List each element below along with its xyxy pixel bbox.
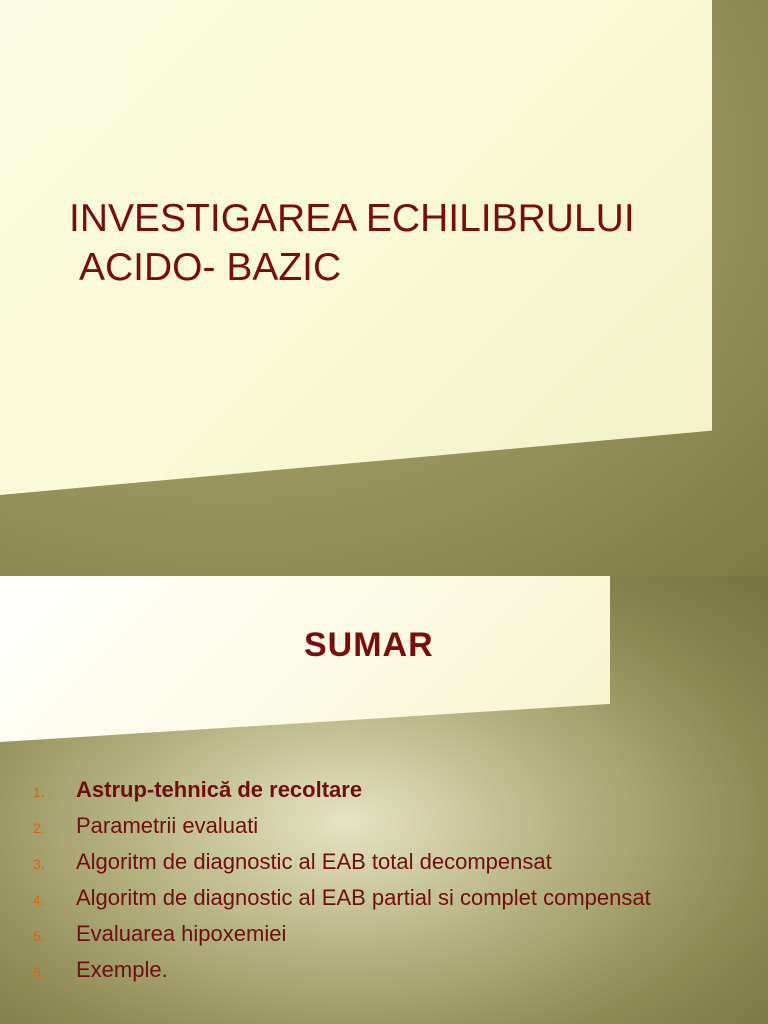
list-number: 3. bbox=[33, 856, 45, 872]
list-item bbox=[33, 808, 651, 844]
list-item bbox=[33, 844, 651, 880]
list-text: Algoritm de diagnostic al EAB partial si complet compensat bbox=[76, 885, 651, 910]
list-item bbox=[33, 772, 651, 808]
list-text: Exemple. bbox=[76, 957, 168, 982]
list-item bbox=[33, 880, 651, 916]
list-item bbox=[33, 916, 651, 952]
list-text: Algoritm de diagnostic al EAB total decompensat bbox=[76, 849, 552, 874]
summary-heading: SUMAR bbox=[304, 626, 434, 664]
summary-list bbox=[33, 772, 651, 988]
list-text: Astrup-tehnică de recoltare bbox=[76, 777, 363, 802]
list-number: 1. bbox=[33, 784, 45, 800]
list-text: Parametrii evaluati bbox=[76, 813, 259, 838]
list-item bbox=[33, 952, 651, 988]
list-number: 5. bbox=[33, 928, 45, 944]
slide-title bbox=[69, 194, 635, 292]
title-line-2: ACIDO- BAZIC bbox=[79, 246, 342, 289]
list-number: 2. bbox=[33, 820, 45, 836]
title-line-1: INVESTIGAREA ECHILIBRULUI bbox=[69, 197, 635, 240]
list-number: 6. bbox=[33, 964, 45, 980]
list-text: Evaluarea hipoxemiei bbox=[76, 921, 287, 946]
summary-slide bbox=[0, 576, 768, 1024]
list-number: 4. bbox=[33, 892, 45, 908]
